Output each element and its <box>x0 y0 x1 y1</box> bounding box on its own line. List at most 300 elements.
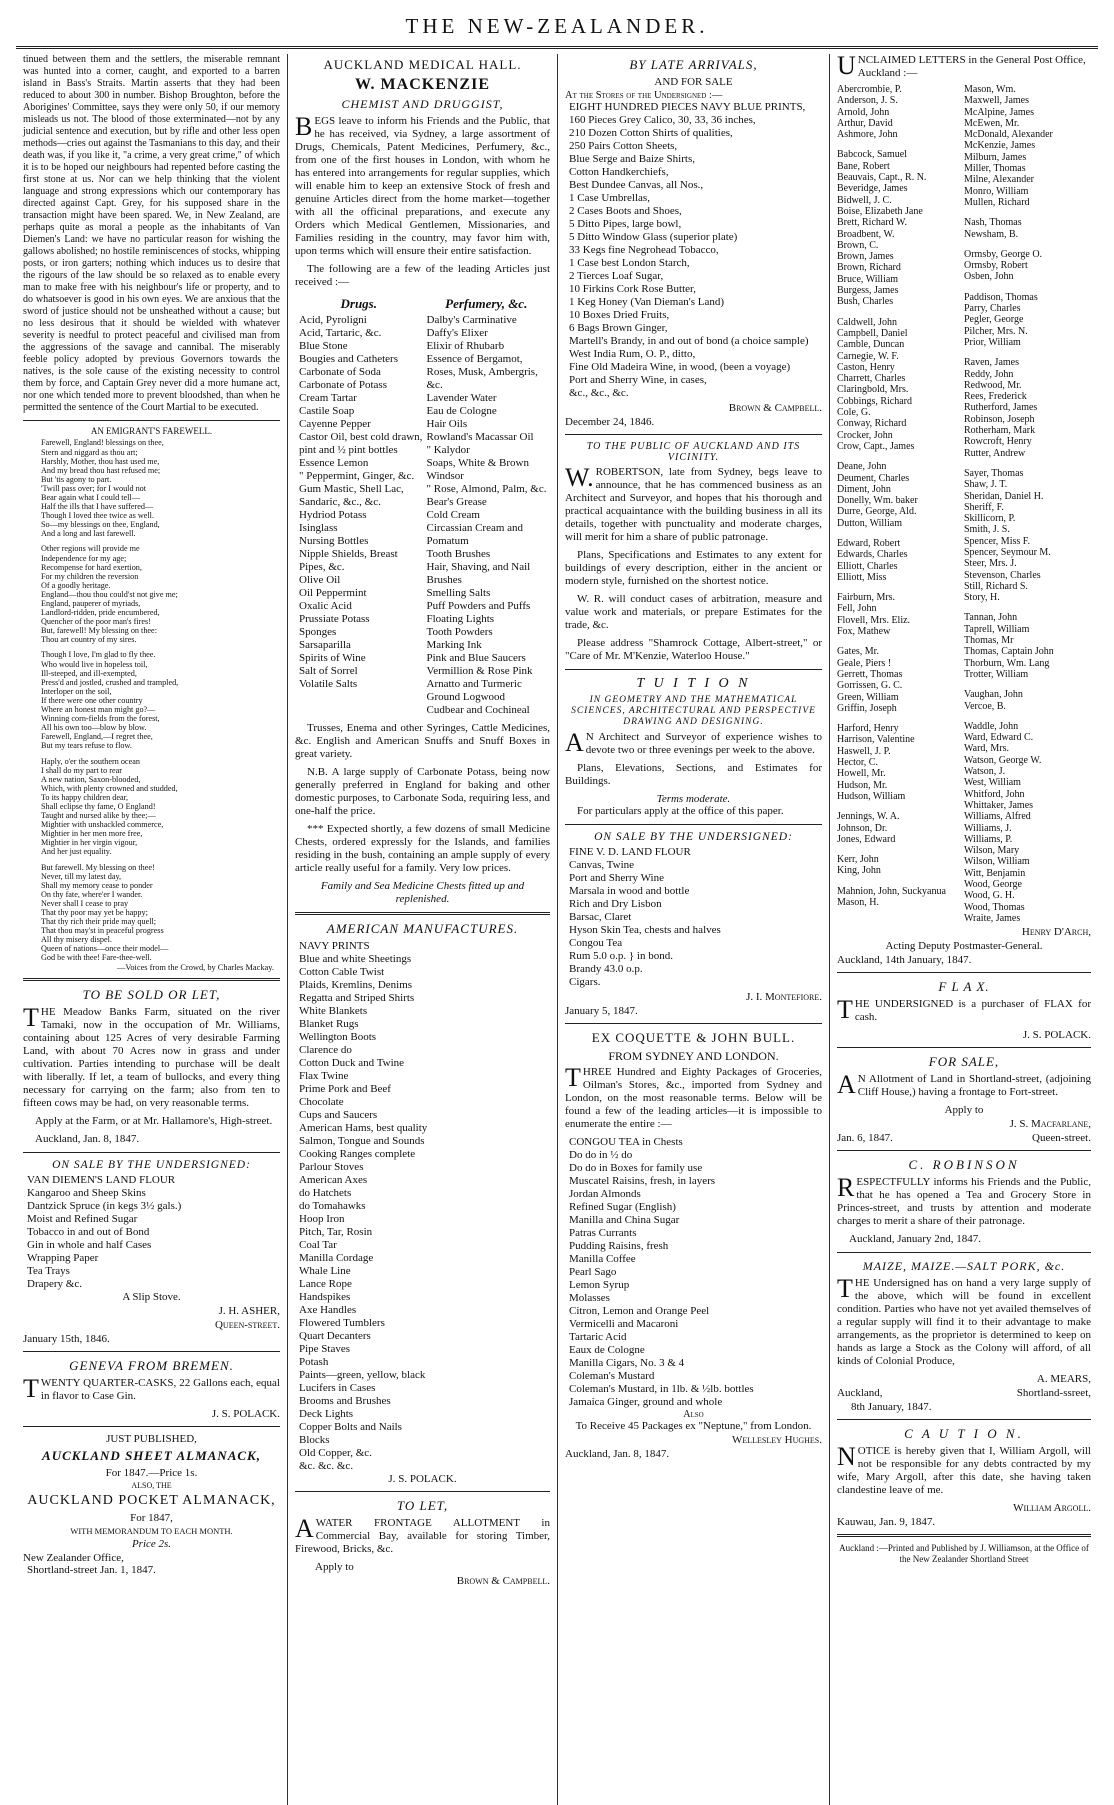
divider <box>565 434 822 435</box>
letter-name: Wraite, James <box>964 912 1021 924</box>
chemist-family: Family and Sea Medicine Chests fitted up and replenished. <box>320 880 525 905</box>
list-item: FINE V. D. LAND FLOUR <box>569 846 691 858</box>
list-item: Blanket Rugs <box>299 1018 359 1030</box>
letter-name: Nash, Thomas <box>964 217 1022 229</box>
letter-name: Milne, Alexander <box>964 174 1034 186</box>
list-item: Cooking Ranges complete <box>299 1148 416 1160</box>
list-item: Potash <box>299 1356 329 1368</box>
poem-line: Half the ills that I have suffered— <box>41 502 154 512</box>
letter-name: Jennings, W. A. <box>837 811 900 823</box>
list-item: Oxalic Acid <box>299 600 352 612</box>
letter-name: Skillicorn, P. <box>964 513 1016 525</box>
divider <box>295 1491 550 1492</box>
list-item: Essence Lemon <box>299 457 369 469</box>
list-item: Ground Logwood <box>426 691 506 703</box>
list-item: Fine Old Madeira Wine, in wood, (been a voyage) <box>569 361 791 373</box>
ad-date-sold: Auckland, Jan. 8, 1847. <box>35 1132 140 1145</box>
ad-sig-coquette: Wellesley Hughes. <box>731 1434 822 1446</box>
letter-name: Vercoe, B. <box>964 700 1006 712</box>
ad-heading-asher: ON SALE BY THE UNDERSIGNED: <box>52 1158 251 1171</box>
letter-name: West, William <box>964 777 1021 789</box>
ad-street-asher: Queen-street. <box>214 1318 280 1331</box>
list-item: Canvas, Twine <box>569 859 635 871</box>
list-item: Old Copper, &c. <box>299 1447 372 1459</box>
medical-hall-heading: AUCKLAND MEDICAL HALL. <box>323 57 522 72</box>
list-item: Puff Powders and Puffs <box>426 600 531 612</box>
letter-name: Hudson, Mr. <box>837 779 888 791</box>
list-item: Cold Cream <box>426 509 480 521</box>
letter-name: Wood, George <box>964 879 1022 890</box>
list-item: Wellington Boots <box>299 1031 377 1043</box>
divider <box>837 1252 1091 1253</box>
letter-name: Harrison, Valentine <box>837 734 915 746</box>
spacer <box>837 583 964 592</box>
list-item: Vermicelli and Macaroni <box>569 1318 679 1330</box>
letter-name: Taprell, William <box>964 623 1030 635</box>
list-item: Drapery &c. <box>27 1277 82 1290</box>
drug-lists <box>295 294 550 717</box>
list-item: Manilla and China Sugar <box>569 1214 680 1226</box>
poem-line: A new nation, Saxon-blooded, <box>41 774 141 784</box>
ad-heading-flax: F L A X. <box>938 979 990 995</box>
ad-receive-coquette: To Receive 45 Packages ex "Neptune," from London. <box>575 1420 812 1432</box>
list-item: Carbonate of Soda <box>299 366 381 378</box>
list-item: Soaps, White & Brown Windsor <box>426 457 529 482</box>
list-item: American Hams, best quality <box>299 1122 428 1134</box>
ad-sub-tuition: IN GEOMETRY AND THE MATHEMATICAL SCIENCES, ARCHITECTURAL AND PERSPECTIVE DRAWING AND DESIGNING. <box>571 695 816 727</box>
letter-name: Prior, William <box>964 336 1021 348</box>
poem-line: Thou art country of my sires. <box>41 635 137 645</box>
list-item: Lavender Water <box>426 392 497 404</box>
list-item: Dantzick Spruce (in kegs 3½ gals.) <box>27 1199 182 1212</box>
letter-name: Rees, Frederick <box>964 391 1027 403</box>
letter-name: Caston, Henry <box>837 361 895 373</box>
list-item: CONGOU TEA in Chests <box>569 1136 683 1148</box>
list-item: Barsac, Claret <box>569 911 632 923</box>
list-item: Flowered Tumblers <box>299 1317 385 1329</box>
divider <box>837 1419 1091 1420</box>
newspaper-page <box>16 0 1098 1805</box>
letter-name: Raven, James <box>964 357 1019 369</box>
poem-line: Farewell, England,—I regret thee, <box>41 732 153 742</box>
divider <box>565 824 822 825</box>
poem-line: Shall my memory cease to ponder <box>41 880 153 890</box>
letter-name: Durre, George, Ald. <box>837 506 917 518</box>
list-item: Blue and white Sheetings <box>299 953 412 965</box>
ad-body-coquette: THREE Hundred and Eighty Packages of Groceries, Oilman's Stores, &c., imported from Sydney and London, on the most reasonable terms. Below will be found a few of the leading articles—it is impossible to enumerate the entire :— <box>565 1063 822 1130</box>
ad-heading-american: AMERICAN MANUFACTURES. <box>326 921 519 936</box>
poem-line: Of a goodly heritage. <box>41 580 111 590</box>
list-item: 2 Cases Boots and Shoes, <box>569 205 682 217</box>
list-item: Refined Sugar (English) <box>569 1201 676 1213</box>
letter-name: Deument, Charles <box>837 472 910 484</box>
list-item: Do do in Boxes for family use <box>569 1162 703 1174</box>
list-item: Best Dundee Canvas, all Nos., <box>569 179 704 191</box>
ad-place-maize: Auckland, <box>837 1387 883 1400</box>
letter-name: Mahnion, John, Suckyanua <box>837 885 946 897</box>
poem-line: 'Twill pass over; for I would not <box>41 483 147 493</box>
poem-line: Recompense for hard exertion, <box>41 562 142 572</box>
list-item: Prussiate Potass <box>299 613 370 625</box>
divider <box>837 1150 1091 1151</box>
poem-line: Farewell, England! blessings on thee, <box>41 438 164 448</box>
ad-body-sold: THE Meadow Banks Farm, situated on the river Tamaki, now in the occupation of Mr. Williams, containing about 125 Acres of very desirable Farming Land, with about 70 Acres now in grass and under cultivation. Parties intending to purchase will be dealt with liberally. If let, a team of bullocks, and every thing necessary for carrying on the farm; also from ten to fifteen cows may be had, on very reasonable terms. <box>23 1002 280 1109</box>
list-item: Salmon, Tongue and Sounds <box>299 1135 425 1147</box>
masthead-rule <box>16 46 1098 49</box>
letter-name: Fox, Mathew <box>837 626 891 638</box>
list-item: Paints—green, yellow, black <box>299 1369 426 1381</box>
poem-line: England—thou thou could'st not give me; <box>41 589 178 599</box>
list-item: 1 Case best London Starch, <box>569 257 690 269</box>
letter-name: Fell, John <box>837 603 877 615</box>
list-item: Acid, Tartaric, &c. <box>299 327 382 339</box>
list-item: Cups and Saucers <box>299 1109 378 1121</box>
list-item: Rum 5.0 o.p. } in bond. <box>569 950 673 962</box>
ad-heading-tolet: TO LET, <box>396 1498 449 1513</box>
list-item: Tooth Powders <box>426 626 493 638</box>
poem-line: England, pauperer of myriads, <box>41 599 141 608</box>
list-item: Jamaica Ginger, ground and whole <box>569 1396 723 1408</box>
letter-name: Steer, Mrs. J. <box>964 558 1017 570</box>
ad-also-coquette: Also <box>683 1409 704 1420</box>
list-item: Castor Oil, best cold drawn, pint and ½ pint bottles <box>299 431 423 456</box>
list-item: 2 Tierces Loaf Sugar, <box>569 270 664 282</box>
ad-list-late <box>565 101 822 400</box>
list-item: do Hatchets <box>299 1187 352 1199</box>
letter-name: Carnegie, W. F. <box>837 350 899 362</box>
letter-name: Harford, Henry <box>837 723 899 735</box>
poem-line: Mightier in her virgin vigour, <box>41 838 138 848</box>
ad-sub-late: AND FOR SALE <box>654 76 733 88</box>
letter-name: Trotter, William <box>964 668 1029 680</box>
list-item: American Axes <box>299 1174 368 1186</box>
list-item: 10 Firkins Cork Rose Butter, <box>569 283 696 295</box>
ad-body-flax: THE UNDERSIGNED is a purchaser of FLAX for cash. <box>837 995 1091 1025</box>
ad-body-maize: THE Undersigned has on hand a very large supply of the above, which will be found in excellent condition. Parties who have not yet availed themselves of a regular supply will find it to their advantage to make arrangements, as the proprietor is determined to keep on hands as large a Stock as the Colony will afford, of all kinds of Colonial Produce, <box>837 1274 1091 1368</box>
list-item: Bear's Grease <box>426 496 487 508</box>
list-item: Manilla Cordage <box>299 1252 374 1264</box>
list-item: Pink and Blue Saucers <box>426 652 526 664</box>
spacer <box>964 603 1091 612</box>
ad-body-geneva: TWENTY QUARTER-CASKS, 22 Gallons each, equal in flavor to Case Gin. <box>23 1373 280 1403</box>
list-item: Parlour Stoves <box>299 1161 364 1173</box>
letter-name: Vaughan, John <box>964 689 1023 701</box>
poem-line: Press'd and jostled, crushed and trampled, <box>41 677 179 687</box>
letter-name: Waddle, John <box>964 720 1019 732</box>
spacer <box>964 283 1091 292</box>
poem-line: Mightier with unshackled commerce, <box>41 820 164 830</box>
ad-body-robinson: RESPECTFULLY informs his Friends and the Public, that he has opened a Tea and Grocery Store in Princes-street, and trusts by attention and moderate charges to merit a share of their patronage. <box>837 1173 1091 1228</box>
ad-date-caution: Kauwau, Jan. 9, 1847. <box>837 1516 936 1529</box>
list-item: Pearl Sago <box>569 1266 617 1278</box>
list-item: Brooms and Brushes <box>299 1395 391 1407</box>
perfumery-heading: Perfumery, &c. <box>445 296 528 311</box>
poem-line: Haply, o'er the southern ocean <box>41 756 140 766</box>
ad-date-forsale: Jan. 6, 1847. <box>837 1132 893 1145</box>
letter-name: Mason, Wm. <box>964 84 1016 95</box>
letter-name: Wood, Thomas <box>964 901 1025 913</box>
letter-name: Witt, Benjamin <box>964 867 1026 879</box>
letter-name: Ward, Mrs. <box>964 743 1010 755</box>
list-item: Hoop Iron <box>299 1213 345 1225</box>
letter-name: Brown, James <box>837 251 894 263</box>
ad-body-caution: NOTICE is hereby given that I, William Argoll, will not be responsible for any debts contracted by my wife, Mary Argoll, after this date, she having taken clandestine leave of me. <box>837 1442 1091 1497</box>
letter-name: Rotherham, Mark <box>964 425 1036 437</box>
ad-sig-montefiore: J. I. Montefiore. <box>746 991 822 1003</box>
list-item: Arnatto and Turmeric <box>426 678 522 690</box>
letter-name: Crow, Capt., James <box>837 440 915 452</box>
ad-heading-geneva: GENEVA FROM BREMEN. <box>69 1357 234 1373</box>
poem-line: Where an honest man might go?— <box>41 705 156 715</box>
divider <box>837 972 1091 973</box>
chemist-role: CHEMIST AND DRUGGIST, <box>341 97 504 111</box>
list-item: Coleman's Mustard <box>569 1370 655 1382</box>
poem-line: Never, till my latest day, <box>41 871 122 881</box>
list-item: Citron, Lemon and Orange Peel <box>569 1305 710 1317</box>
list-item: Rich and Dry Lisbon <box>569 898 662 910</box>
list-item: do Tomahawks <box>299 1200 366 1212</box>
letter-name: Wood, G. H. <box>964 890 1015 902</box>
column-3 <box>558 54 830 1805</box>
letter-name: Robinson, Joseph <box>964 413 1035 425</box>
list-item: Cayenne Pepper <box>299 418 371 430</box>
poem-line: Landlord-ridden, pride encumbered, <box>41 608 160 618</box>
list-item: Copper Bolts and Nails <box>299 1421 402 1433</box>
list-item: Blue Serge and Baize Shirts, <box>569 153 695 165</box>
chemist-expected: *** Expected shortly, a few dozens of small Medicine Chests, ordered expressly for the Islands, and families residing in the bush, containing an ample supply of every article really useful for a family. Very low prices. <box>295 823 550 874</box>
ad-slip-asher: A Slip Stove. <box>122 1290 181 1303</box>
letter-name: Conway, Richard <box>837 418 907 430</box>
list-item: Clarence do <box>299 1044 352 1056</box>
poem-line: I shall do my part to rear <box>41 765 122 775</box>
list-item: Gin in whole and half Cases <box>27 1238 152 1251</box>
poem-line: But, farewell! My blessing on thee: <box>41 626 157 636</box>
letter-name: Griffin, Joseph <box>837 702 897 714</box>
letter-name: Williams, P. <box>964 833 1013 845</box>
chemist-intro: BEGS leave to inform his Friends and the Public, that he has received, via Sydney, a large assortment of Drugs, Chemicals, Patent Medicines, Perfumery, &c., from one of the first houses in London, with whom he has entered into arrangements for regular supplies, which will enable him to keep an extensive Stock of fresh and genuine Articles direct from the home market—together with all the officinal preparations, and execute any Orders which Medical Gentlemen, Missionaries, and Families residing in the country, may favor him with, upon terms which will ensure their entire satisfaction. <box>295 112 550 257</box>
letter-name: Sheridan, Daniel H. <box>964 490 1044 502</box>
poem-line: Mightier in her men more free, <box>41 829 143 839</box>
letter-name: Monro, William <box>964 185 1029 197</box>
list-item: Cream Tartar <box>299 392 357 404</box>
list-item: West India Rum, O. P., ditto, <box>569 348 696 360</box>
list-item: Congou Tea <box>569 937 623 949</box>
letter-name: Williams, Alfred <box>964 811 1031 823</box>
letter-name: Crocker, John <box>837 429 893 441</box>
alm-for2: For 1847, <box>130 1511 173 1524</box>
poem-line: Who would live in hopeless toil, <box>41 659 148 669</box>
letter-name: Edwards, Charles <box>837 549 908 561</box>
poem-line: But 'tis agony to part. <box>41 474 112 484</box>
list-item: Port and Sherry Wine <box>569 872 664 884</box>
letter-name: Elliott, Charles <box>837 560 898 572</box>
list-item: Prime Pork and Beef <box>299 1083 391 1095</box>
perfumery-list <box>423 314 551 717</box>
list-item: Carbonate of Potass <box>299 379 387 391</box>
poem-title: AN EMIGRANT'S FAREWELL. <box>90 426 213 436</box>
columns <box>16 54 1098 1805</box>
letter-name: Fairburn, Mrs. <box>837 592 896 604</box>
divider <box>565 1023 822 1024</box>
list-item: VAN DIEMEN'S LAND FLOUR <box>27 1173 176 1186</box>
spacer <box>964 240 1091 249</box>
poem-line: Taught and nursed alike by thee;— <box>41 811 156 821</box>
ad-part-tuition: For particulars apply at the office of this paper. <box>577 805 784 817</box>
list-item: Vermillion & Rose Pink <box>426 665 533 677</box>
poem-line: But farewell. My blessing on thee! <box>41 862 155 872</box>
letter-name: Gerrett, Thomas <box>837 668 903 680</box>
list-item: Essence of Bergamot, Roses, Musk, Ambergris, &c. <box>426 353 538 391</box>
letters-heading: UNCLAIMED LETTERS in the General Post Office, Auckland :— <box>837 54 1086 80</box>
list-item: Regatta and Striped Shirts <box>299 992 415 1004</box>
list-item: Wrapping Paper <box>27 1251 99 1264</box>
list-item: Cotton Duck and Twine <box>299 1057 405 1069</box>
letter-name: Ashmore, John <box>837 129 898 141</box>
list-item: Bougies and Catheters <box>299 353 398 365</box>
list-item: Cotton Handkerchiefs, <box>569 166 669 178</box>
alm-pocket: AUCKLAND POCKET ALMANACK, <box>27 1492 276 1508</box>
ad-apply-forsale: Apply to <box>944 1104 984 1117</box>
list-item: &c., &c., &c. <box>569 387 629 399</box>
letter-name: Pegler, George <box>964 314 1024 326</box>
spacer <box>837 714 964 723</box>
list-item: EIGHT HUNDRED PIECES NAVY BLUE PRINTS, <box>569 101 806 113</box>
divider <box>23 1351 280 1352</box>
letter-name: Beveridge, James <box>837 183 908 195</box>
poem <box>23 438 280 962</box>
letter-name: Charrett, Charles <box>837 373 906 385</box>
letter-name: Broadbent, W. <box>837 228 895 240</box>
ad-apply-tolet: Apply to <box>315 1561 354 1573</box>
list-item: Muscatel Raisins, fresh, in layers <box>569 1175 716 1187</box>
ad-heading-tuition: T U I T I O N <box>636 676 751 691</box>
list-item: Isinglass <box>299 522 338 534</box>
divider <box>295 912 550 915</box>
letter-name: Bruce, William <box>837 273 899 285</box>
spacer <box>837 637 964 646</box>
letter-name: Ormsby, George O. <box>964 248 1043 260</box>
letter-name: Jones, Edward <box>837 833 896 845</box>
ad-street-maize: Shortland-ssreet, <box>1016 1387 1091 1400</box>
letter-name: Thorburn, Wm. Lang <box>964 657 1050 669</box>
letter-name: Maxwell, James <box>964 95 1029 107</box>
ad-sig-flax: J. S. POLACK. <box>1022 1029 1091 1042</box>
ad-heading-robinson: C. ROBINSON <box>908 1157 1020 1173</box>
divider <box>837 1534 1091 1537</box>
letter-name: Mullen, Richard <box>964 196 1030 208</box>
article-text: tinued between them and the settlers, the miserable remnant was hunted into a corner, caught, and exported to a barren island in Bass's Straits. Martin asserts that they had been reduced to about 300 in number. Bishop Broughton, before the Aborigines' Committee, says they were only 50, if our memory misleads us not. The blood of those exterminated—not by any judicial sentence and execution, but by rifle and other less open methods—cries out against the Tasmanians to this day, and their death was, if you like it, "a crime, a very great crime," of which it is to be hoped our neighbours had repented before casting the first stone at us. Nor can we help thinking that the violent language and strong expressions which our contemporary has directed against Capt. Grey, for his supposed share in the transaction might have been spared. We, in New Zealand, are perhaps quite as moral a people as the inhabitants of Van Diemen's Land: we have no particular reason for wishing the gallows abolished; no hostile reminiscences of stocks, whipping posts, or iron garters; nothing which induces us to desire that the rigours of the law should be so relaxed as to enable every man to make free with his neighbour's life or property, and to do whatsoever is good in his own eyes. We are anxious that the sword of justice should not be unsheathed without a cause; but no less desirous that it should be wielded with whatever severity is needful to protect peaceful and civilised man from the aggressions of the savage and cannibal. The miserably feeble policy adopted by previous Governors towards the natives, is the sole cause of the existing necessity to control them by force, and Captain Grey never did a more humane act, nor one which tended more to prevent bloodshed, than when he permitted the sentence of the Court Martial to be executed. <box>23 54 280 413</box>
letter-name: Dutton, William <box>837 517 902 529</box>
ad-heading-late: BY LATE ARRIVALS, <box>629 57 758 72</box>
letter-name: McKenzie, James <box>964 140 1036 152</box>
list-item: 5 Ditto Pipes, large bowl, <box>569 218 682 230</box>
letter-name: Milburn, James <box>964 151 1027 163</box>
list-item: Whale Line <box>299 1265 351 1277</box>
letter-name: Sayer, Thomas <box>964 467 1024 479</box>
spacer <box>837 529 964 538</box>
letter-name: Rowcroft, Henry <box>964 436 1032 448</box>
ad-plans-robertson: Plans, Specifications and Estimates to any extent for buildings of every description, either in the ancient or modern style, furnished on the shortest notice. <box>565 549 822 587</box>
alm-street: Shortland-street Jan. 1, 1847. <box>27 1563 156 1576</box>
letter-name: Osben, John <box>964 271 1014 283</box>
letter-name: Thomas, Captain John <box>964 646 1054 658</box>
list-item: Castile Soap <box>299 405 355 417</box>
list-item: Deck Lights <box>299 1408 354 1420</box>
spacer <box>837 452 964 461</box>
poem-line: Winning corn-fields from the forest, <box>41 714 160 724</box>
list-item: Moist and Refined Sugar <box>27 1212 138 1225</box>
list-item: Elixir of Rhubarb <box>426 340 505 352</box>
letter-name: Wilson, William <box>964 856 1030 868</box>
letter-name: Watson, George W. <box>964 754 1042 766</box>
list-item: Martell's Brandy, in and out of bond (a choice sample) <box>569 335 809 347</box>
poem-line: Which, with plenty crowned and studded, <box>41 783 178 793</box>
list-item: Quart Decanters <box>299 1330 371 1342</box>
list-item: 6 Bags Brown Ginger, <box>569 322 668 334</box>
list-item: Brandy 43.0 o.p. <box>569 963 643 975</box>
letter-name: Hector, C. <box>837 757 878 769</box>
letter-name: Parry, Charles <box>964 303 1021 315</box>
list-item: " Rose, Almond, Palm, &c. <box>426 483 547 495</box>
list-item: Coal Tar <box>299 1239 337 1251</box>
poem-line: All thy misery dispel. <box>41 935 112 945</box>
list-item: Hair, Shaving, and Nail Brushes <box>426 561 531 586</box>
alm-office: New Zealander Office, <box>23 1551 124 1564</box>
list-item: Jordan Almonds <box>569 1188 641 1200</box>
divider <box>23 1426 280 1427</box>
letter-name: Bidwell, J. C. <box>837 194 892 206</box>
column-4 <box>830 54 1098 1805</box>
letter-name: Smith, J. S. <box>964 524 1010 536</box>
letter-name: Spencer, Miss F. <box>964 535 1031 547</box>
list-item: Floating Lights <box>426 613 495 625</box>
letter-name: Arnold, John <box>837 106 890 118</box>
list-item: Marsala in wood and bottle <box>569 885 690 897</box>
poem-line: Quencher of the poor man's fires! <box>41 617 151 627</box>
ad-sig-asher: J. H. ASHER, <box>218 1304 280 1317</box>
masthead: THE NEW-ZEALANDER. <box>405 14 709 38</box>
letter-name: McAlpine, James <box>964 106 1034 118</box>
list-item: Hydriod Potass <box>299 509 367 521</box>
divider <box>837 1047 1091 1048</box>
list-item: Nursing Bottles <box>299 535 369 547</box>
list-item: Cudbear and Cochineal <box>426 704 530 716</box>
letter-name: Boise, Elizabeth Jane <box>837 205 923 217</box>
letter-name: Howell, Mr. <box>837 768 886 780</box>
list-item: NAVY PRINTS <box>299 940 370 952</box>
letter-name: McEwen, Mr. <box>964 117 1020 129</box>
poem-line: All his own too—blow by blow. <box>41 723 147 733</box>
list-item: Manilla Cigars, No. 3 & 4 <box>569 1357 685 1369</box>
list-item: Flax Twine <box>299 1070 349 1082</box>
letter-name: Deane, John <box>837 461 887 473</box>
alm-for: For 1847.—Price 1s. <box>105 1466 198 1479</box>
letter-name: Shaw, J. T. <box>964 479 1008 491</box>
poem-line: So—my blessings on thee, England, <box>41 520 160 530</box>
letter-name: Wilson, Mary <box>964 845 1020 857</box>
letter-name: Campbell, Daniel <box>837 327 908 339</box>
poem-line: To its happy children dear, <box>41 792 129 802</box>
ad-sig-tolet: Brown & Campbell. <box>456 1575 550 1587</box>
poem-line: Harshly, Mother, thou hast used me, <box>41 456 160 466</box>
letter-name: Williams, J. <box>964 822 1012 834</box>
list-item: 5 Ditto Window Glass (superior plate) <box>569 231 738 243</box>
ad-list-montefiore <box>565 846 822 989</box>
spacer <box>837 802 964 811</box>
spacer <box>964 348 1091 357</box>
spacer <box>837 140 964 149</box>
poem-credit: —Voices from the Crowd, by Charles Mackay. <box>117 962 274 972</box>
